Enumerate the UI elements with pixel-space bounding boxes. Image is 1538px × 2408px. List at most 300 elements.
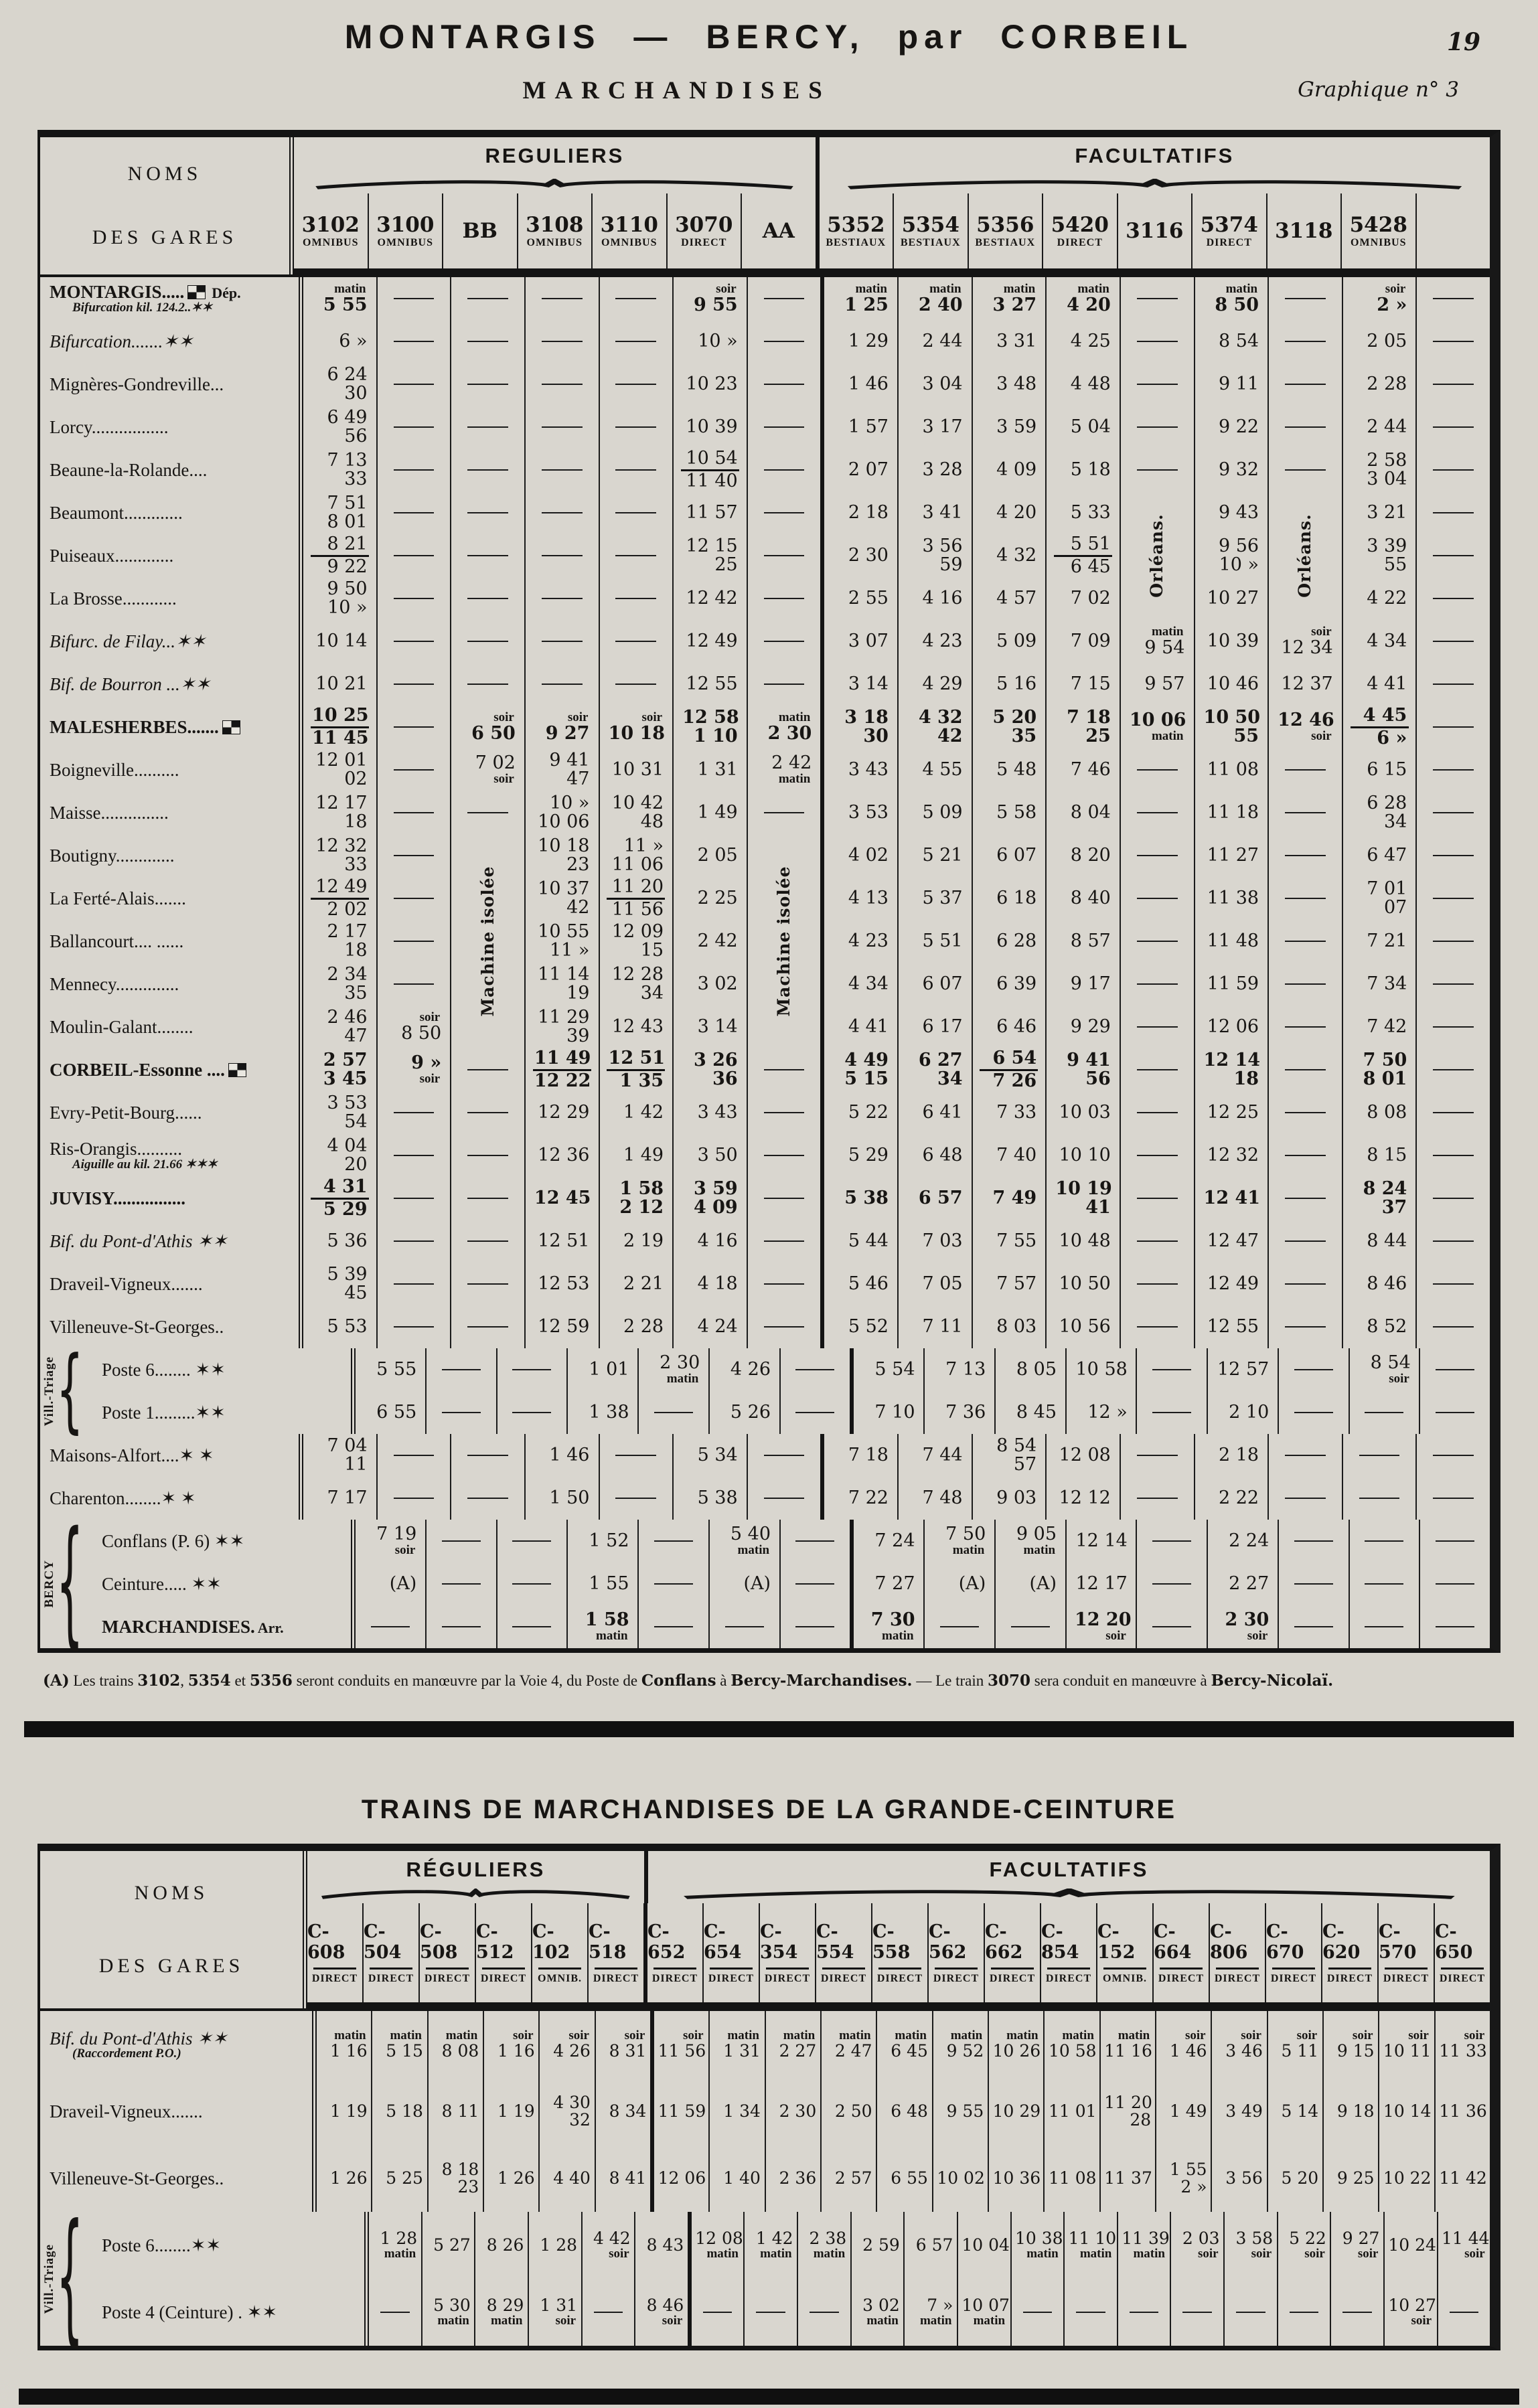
empty-cell-dash [615, 341, 656, 342]
time-value: 30 [344, 383, 368, 404]
train-type: BESTIAUX [975, 237, 1036, 248]
station-group [42, 2196, 84, 2362]
station-row [40, 1134, 1490, 1177]
time-period-label: matin [950, 2028, 983, 2043]
cell-5352 [850, 1605, 923, 1648]
cell-AA [747, 663, 821, 706]
time-value: 4 45 [1363, 705, 1407, 726]
cell-C-504 [421, 2279, 475, 2346]
time-value: 4 32 [996, 544, 1037, 566]
footnote-segment: , [180, 1672, 188, 1689]
subtitle-row [0, 76, 1538, 111]
cell-5352 [820, 1091, 897, 1134]
cell-5374 [1194, 791, 1268, 834]
cell-3110 [637, 1605, 708, 1648]
empty-cell-dash [810, 2312, 838, 2313]
time-value: 6 07 [996, 844, 1037, 866]
cell-AA [779, 1348, 850, 1391]
time-value: 1 29 [848, 330, 889, 351]
empty-cell-dash [795, 1583, 834, 1585]
time-value: 2 44 [1367, 416, 1407, 437]
time-value: 9 50 [327, 578, 368, 599]
time-value: 1 46 [848, 373, 889, 394]
station-name-cell [40, 1391, 356, 1434]
cell-3102 [303, 1220, 376, 1263]
cell-extra [1419, 1391, 1490, 1434]
cell-3108 [524, 963, 599, 1006]
empty-cell-dash [1285, 384, 1326, 385]
empty-cell-dash [764, 555, 805, 556]
group-label: Vill.-Triage [42, 1356, 56, 1427]
time-period-label: soir [1385, 282, 1406, 297]
empty-cell-dash [1433, 1455, 1474, 1456]
cell-extra [1415, 1220, 1490, 1263]
cell-3108 [524, 449, 599, 491]
cell-3070 [672, 491, 747, 534]
time-value: 12 09 [611, 920, 664, 942]
cell-BB [450, 534, 524, 577]
time-value: 10 19 [1055, 1178, 1112, 1199]
time-value: 1 31 [723, 2041, 761, 2061]
cell-5428 [1342, 1305, 1416, 1348]
cell-3110 [599, 663, 673, 706]
cell-3118 [1267, 620, 1342, 663]
station-name-cell [40, 834, 303, 877]
cell-5374 [1194, 406, 1268, 449]
train-type: DIRECT [480, 1972, 527, 1984]
station-name: Bifurc. de Filay...✶✶ [50, 631, 206, 651]
station-name-line [50, 589, 299, 608]
cell-BB [450, 577, 524, 620]
time-value: 10 14 [315, 630, 368, 651]
empty-cell-dash [371, 1626, 410, 1627]
column-header-3110 [591, 193, 666, 268]
time-value: 4 22 [1367, 587, 1407, 609]
empty-cell-dash [615, 598, 656, 599]
cell-AA [747, 706, 821, 748]
time-value: 3 56 [922, 535, 963, 556]
station-row [40, 791, 1490, 834]
time-value: 8 05 [1016, 1358, 1057, 1380]
empty-cell-dash [512, 1369, 551, 1370]
cell-3100 [376, 1048, 451, 1091]
column-header-C-650 [1434, 1903, 1490, 2002]
time-value: (A) [958, 1573, 986, 1594]
cell-5374 [1194, 363, 1268, 406]
column-header-C-504 [362, 1903, 418, 2002]
header-rule [878, 1968, 921, 1970]
empty-cell-dash [1152, 1412, 1191, 1413]
time-value: 9 29 [1070, 1016, 1111, 1037]
station-name: Mignères-Gondreville... [50, 374, 224, 394]
time-value: 34 [937, 1068, 963, 1089]
station-row [40, 1477, 1490, 1520]
cell-3070 [672, 920, 747, 963]
empty-cell-dash [1433, 855, 1474, 856]
cell-5428 [1342, 920, 1416, 963]
time-value: 1 46 [549, 1444, 590, 1465]
cell-5356 [994, 1391, 1065, 1434]
cell-5354 [897, 791, 972, 834]
empty-cell-dash [1433, 1326, 1474, 1328]
cell-3110 [637, 1348, 708, 1391]
time-value: 10 36 [992, 2168, 1041, 2188]
time-value: 5 58 [996, 801, 1037, 823]
empty-cell-dash [1436, 1412, 1474, 1413]
cell-5374 [1194, 1134, 1268, 1177]
cell-C-354 [797, 2212, 850, 2279]
time-value: 4 41 [1367, 673, 1407, 694]
cell-5374 [1194, 1477, 1268, 1520]
station-name-line [50, 418, 299, 436]
cell-3118 [1267, 277, 1342, 320]
cell-5428 [1342, 1177, 1416, 1220]
empty-cell-dash [467, 598, 508, 599]
time-value: 2 21 [623, 1273, 664, 1294]
time-value: 4 16 [697, 1230, 738, 1251]
time-value: 3 04 [922, 373, 963, 394]
cell-5420 [1065, 1562, 1136, 1605]
cell-3110 [637, 1391, 708, 1434]
time-value: 23 [457, 2177, 479, 2197]
time-value: 6 57 [918, 1187, 963, 1208]
time-value: 10 21 [315, 673, 368, 694]
cell-3110 [599, 877, 673, 920]
time-value: 4 48 [1070, 373, 1111, 394]
time-period-label: matin [895, 2028, 927, 2043]
cell-BB [450, 620, 524, 663]
time-value: 3 04 [1367, 469, 1407, 489]
time-value: 7 09 [1070, 630, 1111, 651]
header-rule [1216, 1968, 1259, 1970]
cell-5356 [972, 406, 1046, 449]
time-value: 5 39 [327, 1263, 368, 1285]
empty-cell-dash [512, 1626, 551, 1627]
time-value: 7 » [927, 2296, 953, 2316]
cell-3116 [1120, 1177, 1194, 1220]
empty-cell-dash [394, 598, 435, 599]
time-value: 11 20 [611, 876, 664, 898]
time-value: 6 54 [992, 1048, 1037, 1069]
time-value: 11 16 [1104, 2041, 1152, 2061]
cell-3118 [1267, 963, 1342, 1006]
station-subnote: (Raccordement P.O.) [72, 2046, 181, 2061]
cell-3116 [1136, 1605, 1207, 1648]
time-value: 1 31 [697, 758, 738, 780]
cell-C-662 [988, 2145, 1043, 2212]
empty-cell-dash [380, 2312, 409, 2313]
column-header-BB [442, 193, 517, 268]
cell-5356 [972, 834, 1046, 877]
time-value: 7 18 [848, 1444, 889, 1465]
time-value: 10 25 [312, 705, 369, 726]
cell-3100 [376, 577, 451, 620]
column-group-fac [820, 137, 1490, 193]
time-value: 1 52 [589, 1530, 629, 1551]
empty-cell-dash [1433, 983, 1474, 985]
time-period-label: soir [662, 2314, 683, 2328]
cell-3070 [672, 1048, 747, 1091]
time-value: 11 27 [1207, 844, 1259, 866]
time-value: 32 [569, 2110, 591, 2130]
station-name: Draveil-Vigneux....... [50, 1273, 203, 1294]
table-grande-ceinture [37, 1844, 1501, 2362]
train-type: DIRECT [1045, 1972, 1092, 1984]
group-brace-curve [317, 1889, 634, 1900]
time-period-label: matin [855, 282, 887, 297]
time-value: 1 25 [844, 294, 889, 315]
cell-5420 [1045, 1006, 1120, 1048]
time-value: 11 45 [312, 727, 369, 748]
cell-5354 [897, 1477, 972, 1520]
empty-cell-dash [394, 812, 435, 813]
station-name: Poste 1.........✶✶ [102, 1402, 226, 1423]
cell-3108 [524, 320, 599, 363]
cell-AA [747, 791, 821, 834]
cell-5374 [1207, 1520, 1278, 1562]
empty-cell-dash [1137, 384, 1178, 385]
time-value: 2 27 [1229, 1573, 1270, 1594]
cell-5352 [820, 620, 897, 663]
time-value: 59 [939, 554, 963, 575]
time-value: 5 34 [697, 1444, 738, 1465]
station-name-line [50, 632, 299, 651]
empty-cell-dash [795, 1540, 834, 1542]
time-period-label: matin [1023, 1543, 1056, 1558]
empty-cell-dash [1433, 684, 1474, 685]
cell-BB [450, 706, 524, 748]
checkered-flag-icon [222, 720, 240, 734]
empty-cell-dash [394, 1112, 435, 1113]
time-value: 5 51 [1070, 534, 1111, 555]
cell-C-670 [1267, 2011, 1322, 2078]
column-header-3116 [1117, 193, 1192, 268]
cell-5374 [1194, 277, 1268, 320]
column-header-C-508 [418, 1903, 475, 2002]
train-number: BB [462, 219, 497, 243]
cell-AA [779, 1562, 850, 1605]
time-period-label: soir [1247, 1629, 1268, 1643]
cell-AA [747, 449, 821, 491]
header-rule [710, 1968, 753, 1970]
time-value: 11 01 [1048, 2101, 1097, 2121]
cell-3118 [1278, 1605, 1349, 1648]
cell-C-620 [1322, 2078, 1378, 2145]
time-value: 3 43 [848, 758, 889, 780]
cell-5374 [1194, 1263, 1268, 1305]
time-value: 1 19 [497, 2101, 535, 2121]
cell-C-854 [1043, 2078, 1099, 2145]
empty-cell-dash [467, 1155, 508, 1156]
column-header-C-152 [1096, 1903, 1152, 2002]
empty-cell-dash [512, 1412, 551, 1413]
station-name-cell [40, 1006, 303, 1048]
time-value: 35 [1011, 726, 1037, 746]
train-type: OMNIBUS [1351, 237, 1407, 248]
time-value: 9 52 [946, 2041, 984, 2061]
cell-3102 [303, 920, 376, 963]
train-number: 3100 [376, 213, 435, 237]
cell-3100 [376, 1434, 451, 1477]
empty-cell-dash [467, 1498, 508, 1499]
cell-BB [450, 1477, 524, 1520]
cell-5354 [923, 1605, 994, 1648]
time-value: 6 17 [922, 1016, 963, 1037]
time-value: 9 27 [545, 722, 590, 744]
time-value: 3 07 [848, 630, 889, 651]
header-rule [1441, 1968, 1484, 1970]
time-value: 2 03 [1182, 2229, 1220, 2249]
empty-cell-dash [542, 555, 583, 556]
cell-3110 [599, 1220, 673, 1263]
time-value: 8 45 [1016, 1401, 1057, 1423]
cell-5428 [1349, 1348, 1419, 1391]
empty-cell-dash [1285, 341, 1326, 342]
station-name-cell [40, 1048, 303, 1091]
cell-3108 [524, 1048, 599, 1091]
station-name-line [102, 1575, 351, 1593]
empty-cell-dash [1365, 1626, 1403, 1627]
cell-3070 [672, 577, 747, 620]
time-value: 4 09 [996, 459, 1037, 480]
cell-3116 [1120, 1434, 1194, 1477]
time-value: 1 31 [540, 2296, 578, 2316]
station-name: CORBEIL-Essonne .... [50, 1059, 225, 1080]
empty-cell-dash [1433, 1026, 1474, 1028]
time-value: 10 » [1219, 554, 1259, 575]
cell-extra [1415, 920, 1490, 963]
cell-5354 [897, 491, 972, 534]
time-value: 6 45 [891, 2041, 928, 2061]
empty-cell-dash [394, 469, 435, 471]
cell-extra [1415, 706, 1490, 748]
time-value: 3 14 [848, 673, 889, 694]
group-brace: { [56, 1338, 84, 1444]
cell-3102 [303, 706, 376, 748]
empty-cell-dash [394, 684, 435, 685]
cell-5354 [897, 1134, 972, 1177]
cell-5356 [994, 1348, 1065, 1391]
footnote-segment: — Le train [912, 1672, 988, 1689]
cell-3116 [1120, 320, 1194, 363]
time-period-label: matin [1118, 2028, 1150, 2043]
time-value: 7 55 [996, 1230, 1037, 1251]
train-type: DIRECT [1206, 237, 1252, 248]
cell-3102 [303, 1305, 376, 1348]
cell-5352 [850, 1348, 923, 1391]
cell-3108 [524, 1220, 599, 1263]
time-period-label: matin [1077, 282, 1109, 297]
cell-5354 [897, 577, 972, 620]
cell-C-662 [1010, 2279, 1064, 2346]
cell-5354 [897, 363, 972, 406]
station-name-cell [40, 2078, 317, 2145]
cell-extra [1415, 963, 1490, 1006]
cell-5374 [1194, 748, 1268, 791]
cell-3070 [708, 1562, 779, 1605]
empty-cell-dash [467, 426, 508, 428]
cell-3118 [1278, 1562, 1349, 1605]
station-name-line [50, 675, 299, 694]
time-value: 3 53 [848, 801, 889, 823]
time-value: 7 22 [848, 1487, 889, 1508]
station-name: Beaumont............. [50, 502, 183, 523]
time-value: 2 19 [623, 1230, 664, 1251]
bottom-scan-band [19, 2389, 1519, 2405]
cell-3102 [303, 363, 376, 406]
cell-5356 [972, 1305, 1046, 1348]
group-brace: { [56, 1504, 84, 1664]
empty-cell-dash [764, 598, 805, 599]
time-value: 1 28 [540, 2235, 578, 2255]
empty-cell-dash [1433, 298, 1474, 299]
time-value: 42 [566, 897, 590, 918]
time-value: 12 17 [1075, 1573, 1128, 1594]
empty-cell-dash [467, 812, 508, 813]
time-value: 10 11 [1383, 2041, 1432, 2061]
time-period-label: matin [778, 772, 811, 787]
cell-C-854 [1043, 2145, 1099, 2212]
time-value: 10 18 [538, 835, 590, 856]
des-gares-label: DES GARES [92, 226, 238, 248]
cell-3100 [425, 1605, 496, 1648]
train-type: DIRECT [933, 1972, 980, 1984]
empty-cell-dash [764, 684, 805, 685]
table-montargis-bercy [37, 130, 1501, 1664]
station-name-line [50, 889, 299, 908]
cell-3100 [376, 791, 451, 834]
cell-5354 [897, 1220, 972, 1263]
cell-extra [1415, 577, 1490, 620]
cell-C-608 [317, 2011, 371, 2078]
time-value: 5 09 [996, 630, 1037, 651]
station-name: Bif. de Bourron ...✶✶ [50, 673, 210, 694]
time-value: 11 20 [1104, 2093, 1152, 2113]
empty-cell-dash [394, 1455, 435, 1456]
empty-cell-dash [764, 1455, 805, 1456]
time-value: 5 27 [433, 2235, 471, 2255]
time-period-label: soir [1105, 1629, 1126, 1643]
time-value: 12 55 [686, 673, 738, 694]
cell-C-650 [1437, 2279, 1490, 2346]
station-name: JUVISY................ [50, 1188, 186, 1208]
cell-3108 [524, 406, 599, 449]
empty-cell-dash [394, 898, 435, 899]
cell-3118 [1267, 1177, 1342, 1220]
page-subtitle: MARCHANDISES [522, 77, 831, 104]
cell-5354 [897, 620, 972, 663]
header-rule [822, 1968, 865, 1970]
empty-cell-dash [1285, 1455, 1326, 1456]
time-value: 1 49 [697, 801, 738, 823]
cell-3070 [672, 663, 747, 706]
station-name: Boigneville.......... [50, 759, 179, 780]
cell-5428 [1342, 748, 1416, 791]
cell-C-152 [1099, 2011, 1155, 2078]
cell-5420 [1045, 877, 1120, 920]
cell-5374 [1194, 1220, 1268, 1263]
time-value: 1 55 [589, 1573, 629, 1594]
empty-cell-dash [1152, 1583, 1191, 1585]
cell-3100 [376, 363, 451, 406]
cell-C-554 [820, 2145, 876, 2212]
cell-C-806 [1223, 2212, 1277, 2279]
cell-BB [450, 1177, 524, 1220]
time-value: 4 29 [922, 673, 963, 694]
column-header-3100 [368, 193, 443, 268]
time-value: 7 36 [945, 1401, 986, 1423]
station-name-cell [40, 534, 303, 577]
